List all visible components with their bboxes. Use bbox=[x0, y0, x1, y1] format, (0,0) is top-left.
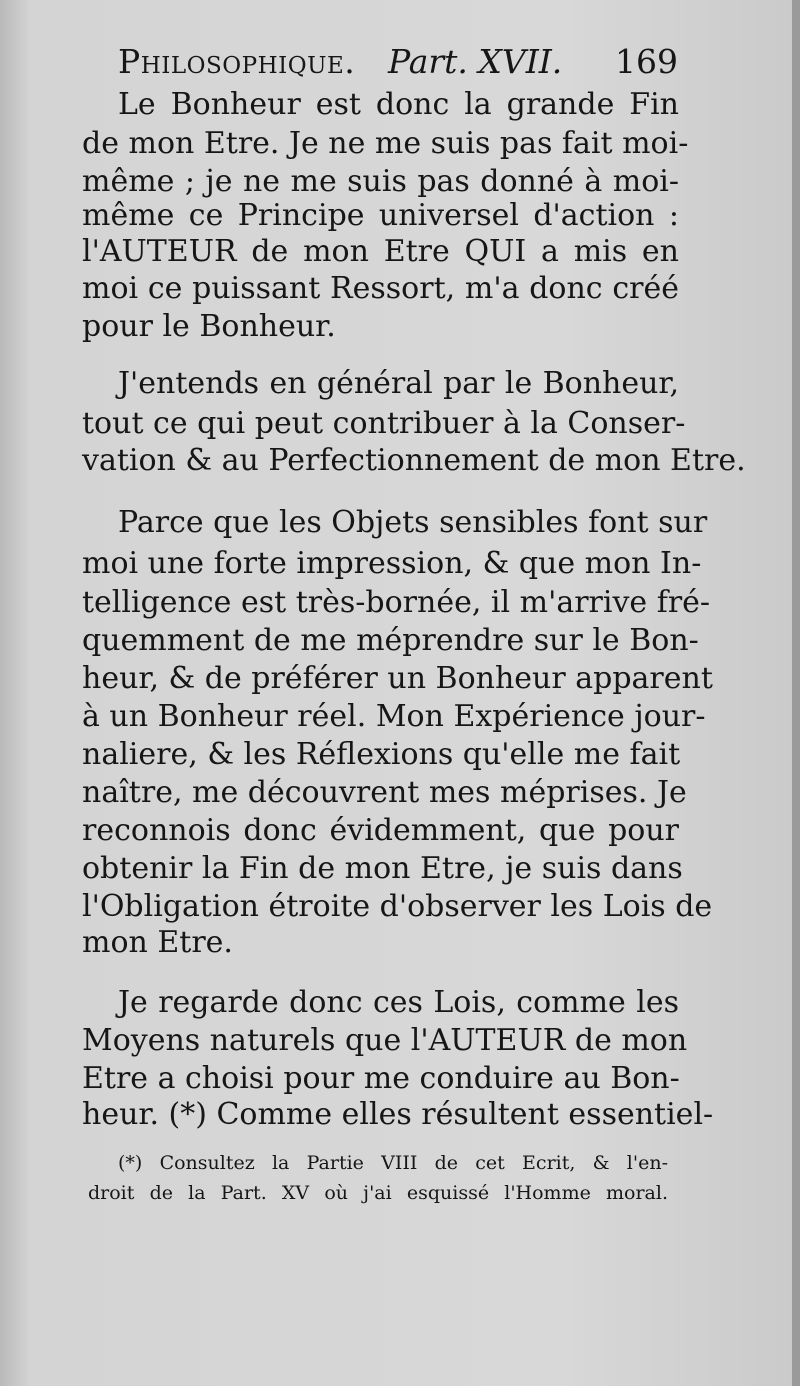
text-line: obtenir la Fin de mon Etre, je suis dans bbox=[82, 851, 683, 886]
page-edge bbox=[792, 0, 800, 1386]
text-line: naliere, & les Réflexions qu'elle me fait bbox=[82, 737, 681, 772]
text-line: à un Bonheur réel. Mon Expérience jour- bbox=[82, 699, 706, 734]
text-line: Je regarde donc ces Lois, comme les bbox=[118, 985, 679, 1020]
page-number: 169 bbox=[615, 42, 678, 81]
running-header bbox=[118, 40, 678, 84]
text-line: moi ce puissant Ressort, m'a donc créé bbox=[82, 271, 679, 306]
text-line: telligence est très-bornée, il m'arrive fré- bbox=[82, 585, 711, 620]
text-line: Le Bonheur est donc la grande Fin bbox=[118, 87, 679, 122]
header-part: Part. XVII. bbox=[388, 42, 563, 81]
header-title: Philosophique. bbox=[118, 42, 356, 81]
text-line: moi une forte impression, & que mon In- bbox=[82, 546, 702, 581]
text-line: l'Obligation étroite d'observer les Lois de bbox=[82, 889, 713, 924]
text-line: Parce que les Objets sensibles font sur bbox=[118, 505, 708, 540]
text-line: naître, me découvrent mes méprises. Je bbox=[82, 775, 687, 810]
text-line: Moyens naturels que l'AUTEUR de mon bbox=[82, 1023, 688, 1058]
text-line: de mon Etre. Je ne me suis pas fait moi- bbox=[82, 126, 689, 161]
footnote-line: (*) Consultez la Partie VIII de cet Ecrit, & l'en- bbox=[118, 1152, 668, 1174]
text-line: même ce Principe universel d'action : bbox=[82, 198, 679, 233]
text-line: tout ce qui peut contribuer à la Conser- bbox=[82, 406, 686, 441]
text-line: même ; je ne me suis pas donné à moi- bbox=[82, 164, 679, 199]
text-line: Etre a choisi pour me conduire au Bon- bbox=[82, 1061, 680, 1096]
text-line: J'entends en général par le Bonheur, bbox=[118, 366, 679, 401]
footnote-line: droit de la Part. XV où j'ai esquissé l'Homme moral. bbox=[88, 1182, 668, 1204]
text-line: quemment de me méprendre sur le Bon- bbox=[82, 623, 699, 658]
text-line: mon Etre. bbox=[82, 925, 233, 960]
text-line: heur. (*) Comme elles résultent essentiel- bbox=[82, 1097, 714, 1132]
text-line: reconnois donc évidemment, que pour bbox=[82, 813, 679, 848]
text-line: l'AUTEUR de mon Etre QUI a mis en bbox=[82, 234, 679, 269]
text-line: heur, & de préférer un Bonheur apparent bbox=[82, 661, 713, 696]
text-line: pour le Bonheur. bbox=[82, 309, 336, 344]
text-line: vation & au Perfectionnement de mon Etre. bbox=[82, 443, 746, 478]
